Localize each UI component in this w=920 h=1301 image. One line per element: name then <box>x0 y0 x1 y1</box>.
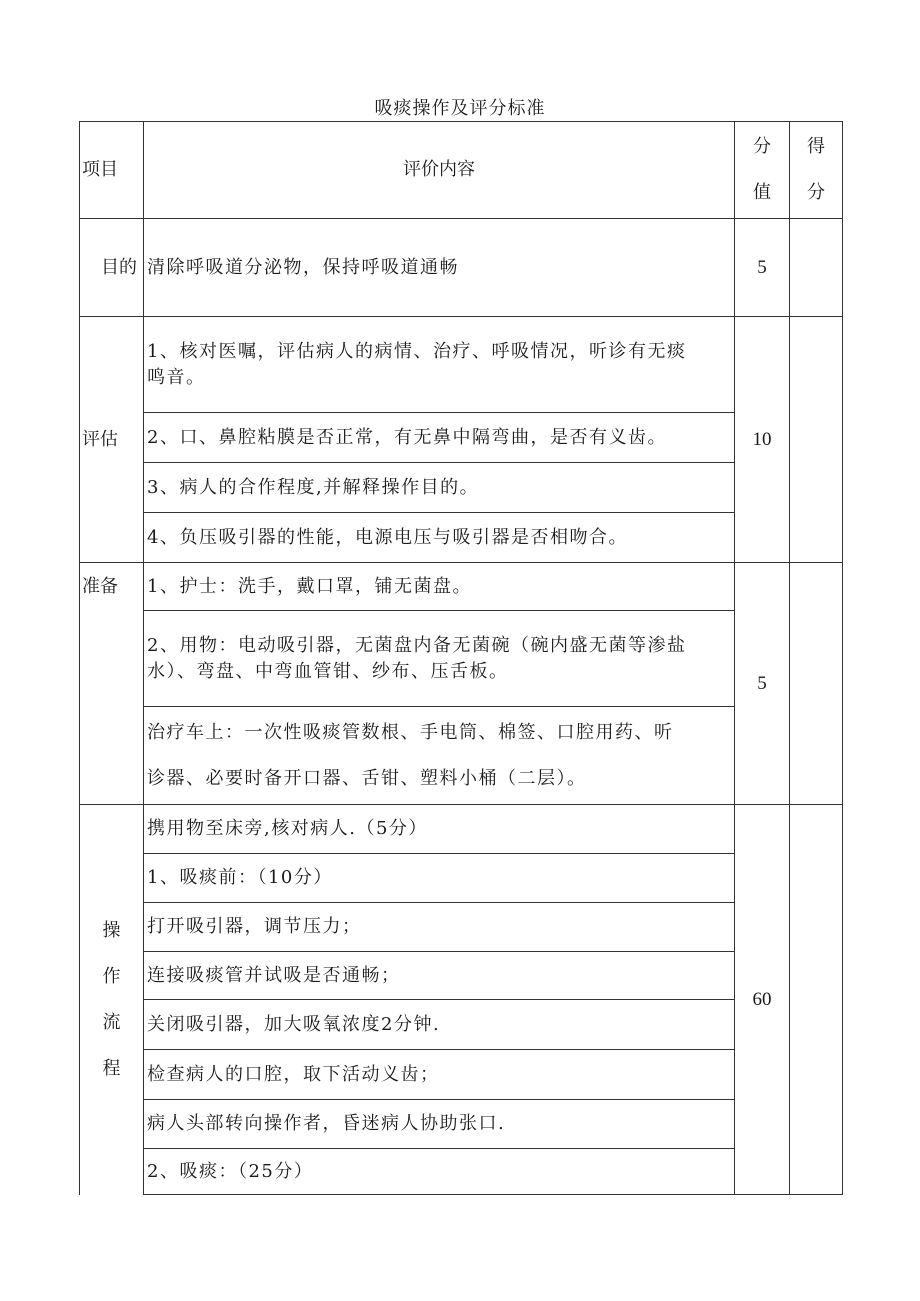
procedure-row-4: 连接吸痰管并试吸是否通畅； <box>144 952 735 1000</box>
table-row <box>80 1149 843 1195</box>
procedure-row-2: 1、吸痰前：（10分） <box>144 854 735 903</box>
table-row <box>80 952 843 1000</box>
assess-got-score <box>790 317 843 563</box>
header-score-bottom: 值 <box>753 182 771 203</box>
prepare-row-2 <box>144 611 735 707</box>
table-row <box>80 903 843 952</box>
purpose-score: 5 <box>735 219 790 317</box>
table-row <box>80 707 843 805</box>
procedure-row-7: 病人头部转向操作者，昏迷病人协助张口. <box>144 1100 735 1149</box>
table-row <box>80 219 843 317</box>
table-row <box>80 463 843 513</box>
prepare-row-1: 1、护士：洗手，戴口罩，铺无菌盘。 <box>144 563 735 611</box>
procedure-row-3: 打开吸引器，调节压力； <box>144 903 735 952</box>
section-label-purpose: 目的 <box>80 219 144 317</box>
assess-row-1 <box>144 317 735 413</box>
procedure-row-6: 检查病人的口腔，取下活动义齿； <box>144 1050 735 1100</box>
assess-row-3: 3、病人的合作程度,并解释操作目的。 <box>144 463 735 513</box>
header-got-top: 得 <box>807 136 825 157</box>
assess-row-2: 2、口、鼻腔粘膜是否正常，有无鼻中隔弯曲，是否有义齿。 <box>144 413 735 463</box>
procedure-label-char-4: 程 <box>102 1057 121 1079</box>
procedure-score: 60 <box>735 805 790 1195</box>
procedure-label-char-3: 流 <box>102 1011 121 1033</box>
assess-row-4: 4、负压吸引器的性能，电源电压与吸引器是否相吻合。 <box>144 513 735 563</box>
purpose-content: 清除呼吸道分泌物，保持呼吸道通畅 <box>144 219 735 317</box>
table-row <box>80 563 843 611</box>
procedure-got-score <box>790 805 843 1195</box>
section-label-prepare: 准备 <box>80 563 144 805</box>
table-row <box>80 513 843 563</box>
header-content: 评价内容 <box>144 122 735 219</box>
assess-row-1-line-a: 1、核对医嘱，评估病人的病情、治疗、呼吸情况，听诊有无痰 <box>147 340 687 362</box>
procedure-row-1: 携用物至床旁,核对病人.（5分） <box>144 805 735 854</box>
purpose-got-score <box>790 219 843 317</box>
assess-score: 10 <box>735 317 790 563</box>
table-header-row <box>80 122 843 219</box>
prepare-row-3-line-b: 诊器、必要时备开口器、舌钳、塑料小桶（二层）。 <box>147 767 587 789</box>
prepare-row-3 <box>144 707 735 805</box>
header-item: 项目 <box>80 122 144 219</box>
assess-row-1-line-b: 鸣音。 <box>147 366 206 388</box>
table-row <box>80 805 843 854</box>
table-row <box>80 611 843 707</box>
procedure-label-char-1: 操 <box>102 919 121 941</box>
prepare-row-2-line-a: 2、用物：电动吸引器，无菌盘内备无菌碗（碗内盛无菌等渗盐 <box>147 634 687 656</box>
prepare-row-2-line-b: 水）、弯盘、中弯血管钳、纱布、压舌板。 <box>147 660 509 682</box>
table-row <box>80 413 843 463</box>
prepare-score: 5 <box>735 563 790 805</box>
table-row <box>80 1050 843 1100</box>
page-title: 吸痰操作及评分标准 <box>374 98 546 119</box>
table-row <box>80 854 843 903</box>
table-row <box>80 317 843 413</box>
table-row <box>80 1100 843 1149</box>
section-label-assess: 评估 <box>80 317 144 563</box>
header-score-top: 分 <box>753 136 771 157</box>
procedure-label-char-2: 作 <box>102 965 121 987</box>
table-row <box>80 1000 843 1050</box>
prepare-got-score <box>790 563 843 805</box>
header-got <box>790 122 843 219</box>
scoring-table <box>79 121 843 1195</box>
section-label-procedure <box>80 805 144 1195</box>
procedure-row-8: 2、吸痰：（25分） <box>144 1149 735 1195</box>
procedure-row-5: 关闭吸引器，加大吸氧浓度2分钟. <box>144 1000 735 1050</box>
prepare-row-3-line-a: 治疗车上：一次性吸痰管数根、手电筒、棉签、口腔用药、听 <box>147 721 674 743</box>
header-got-bottom: 分 <box>807 182 825 203</box>
header-score <box>735 122 790 219</box>
